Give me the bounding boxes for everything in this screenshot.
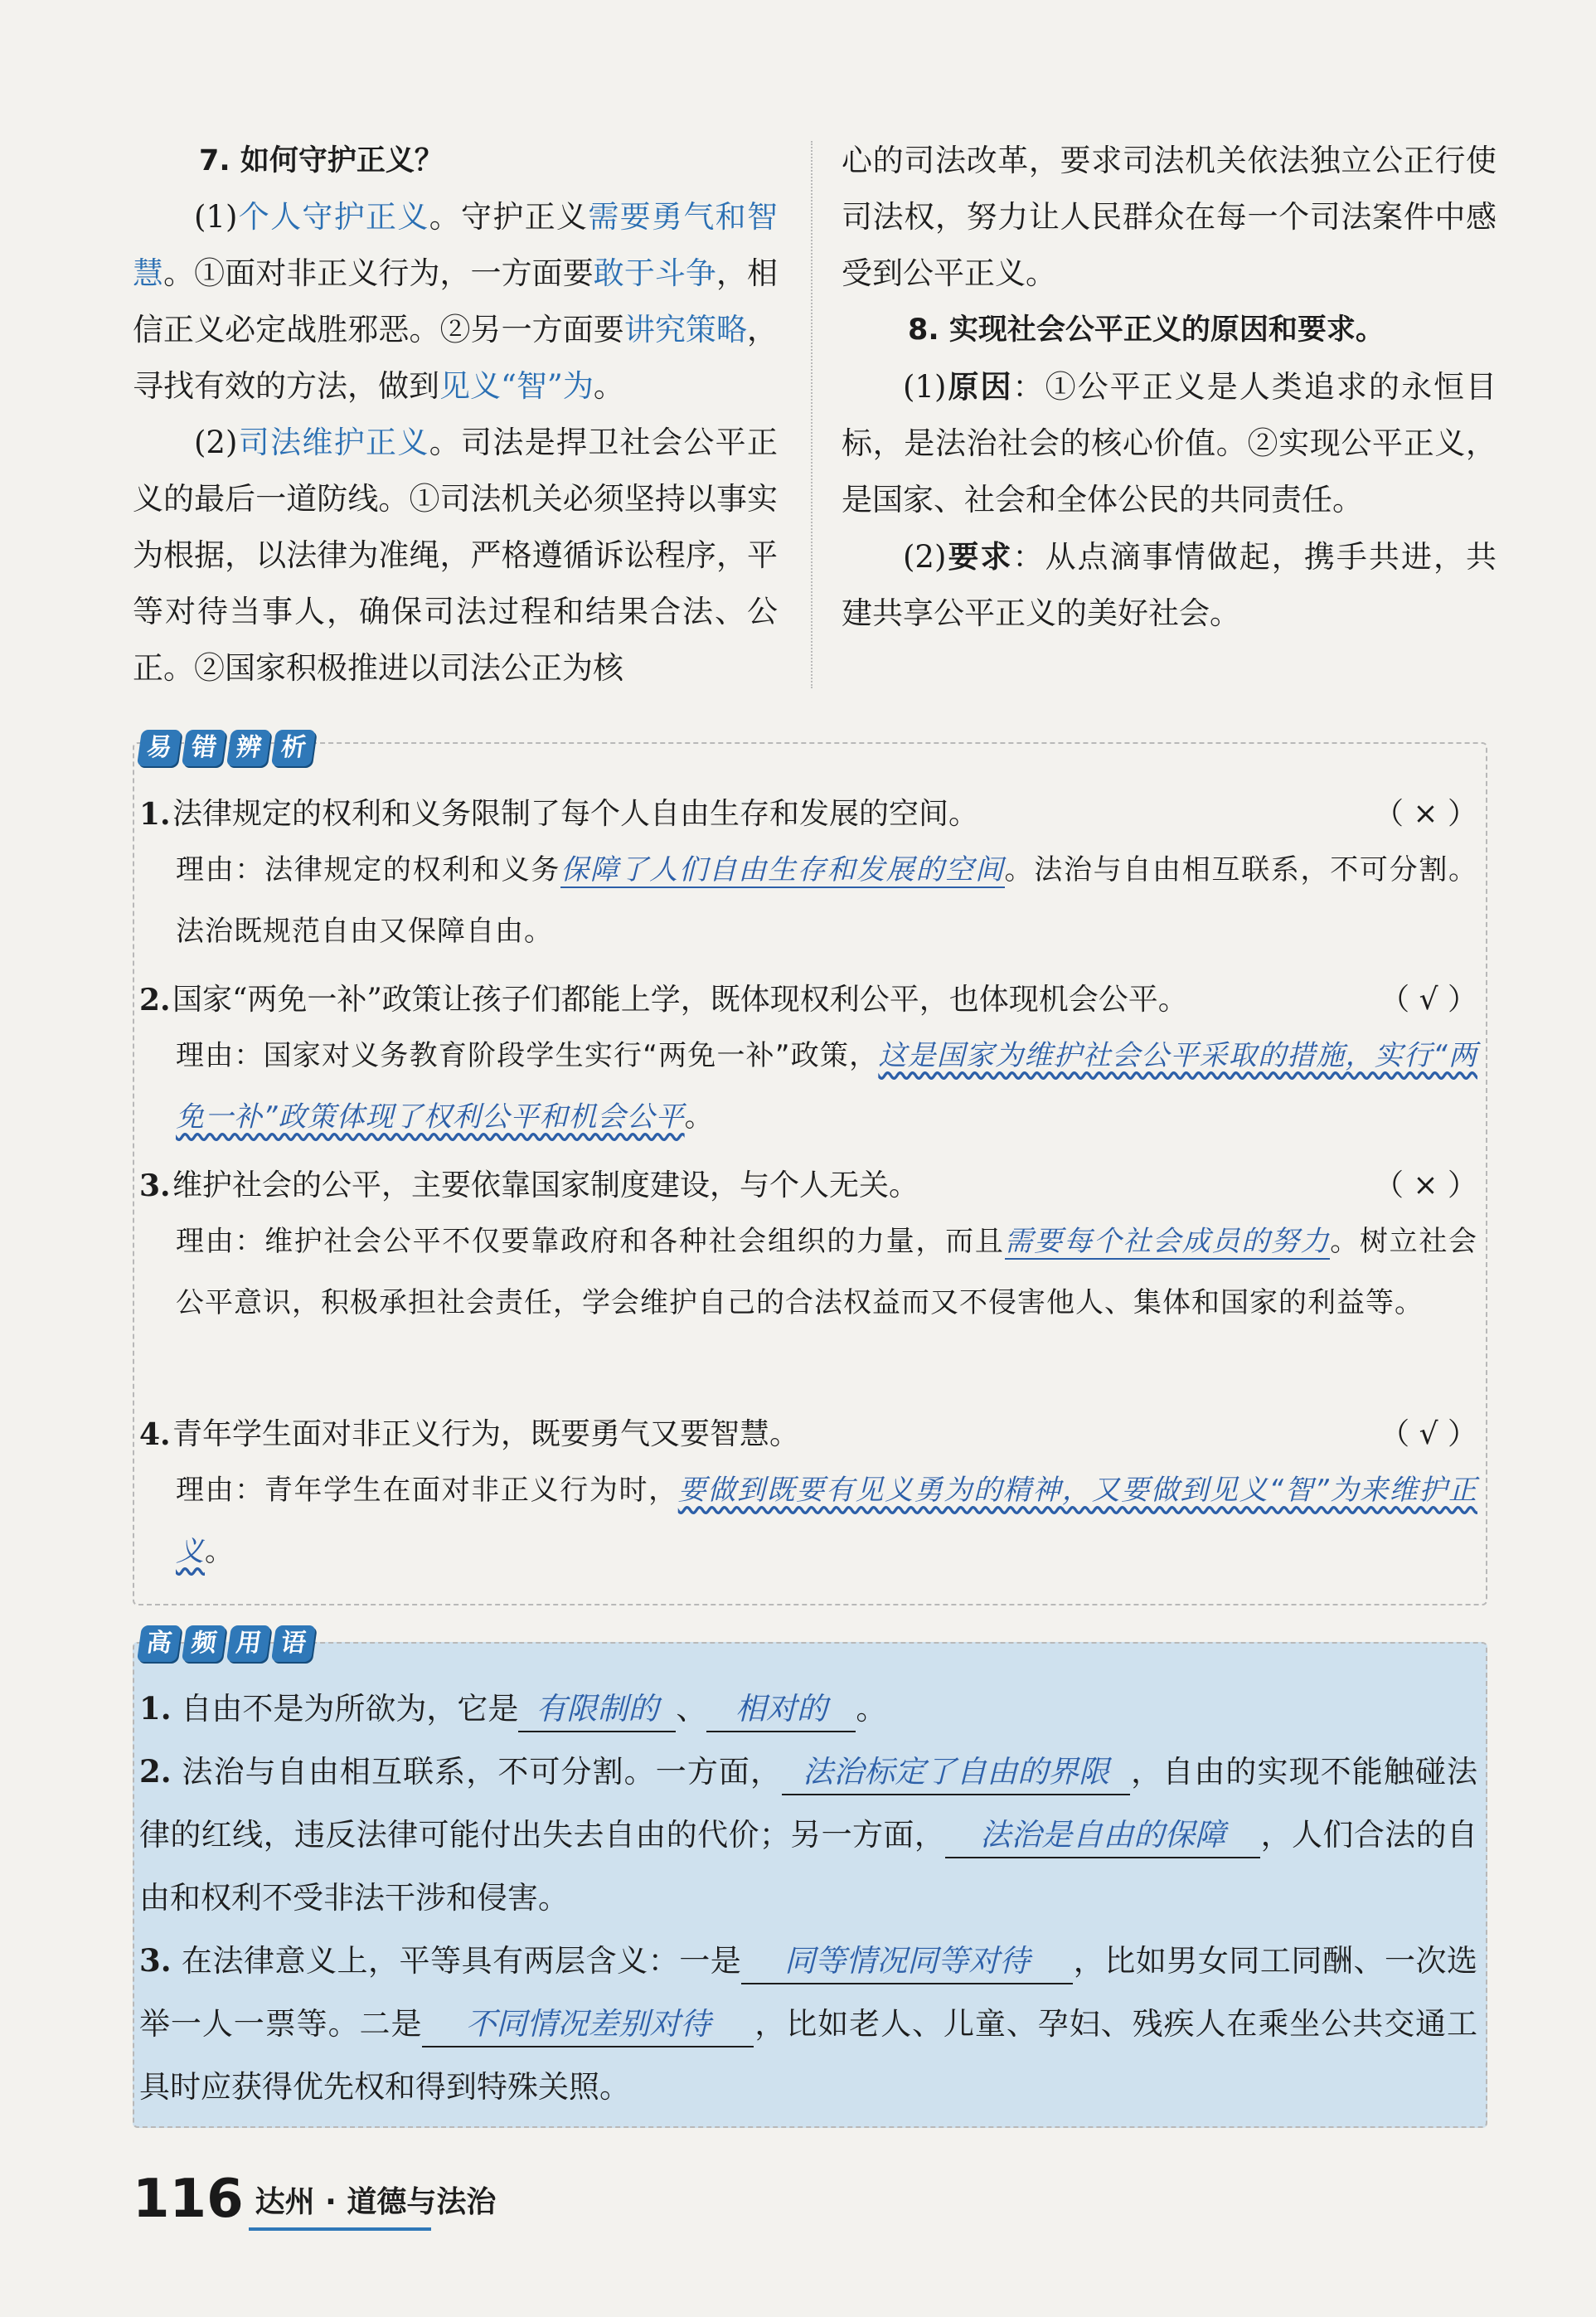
- q8-reason: (1)原因：①公平正义是人类追求的永恒目标，是法治社会的核心价值。②实现公平正义，是国家、社会和全体公民的共同责任。: [842, 368, 1497, 517]
- q7-part1: (1)个人守护正义。守护正义需要勇气和智慧。①面对非正义行为，一方面要敢于斗争，相信正义必定战胜邪恶。②另一方面要讲究策略，寻找有效的方法，做到见义“智”为。: [133, 199, 779, 404]
- footer-underline: [249, 2227, 431, 2231]
- error-item-3: 3. 维护社会的公平，主要依靠国家制度建设，与个人无关。 （ × ） 理由：维护社会公平不仅要靠政府和各种社会组织的力量，而且需要每个社会成员的努力。树立社会公平意识，积极承担社会责任，学会维护自己的合法权益而又不侵害他人、集体和国家的利益等。: [139, 1161, 1477, 1333]
- q7-part2: (2)司法维护正义。司法是捍卫社会公平正义的最后一道防线。①司法机关必须坚持以事实为根据，以法律为准绳，严格遵循诉讼程序，平等对待当事人，确保司法过程和结果合法、公正。②国家积极推进以司法公正为核: [133, 425, 778, 686]
- error-analysis-tag: 易 错 辨 析: [139, 730, 313, 766]
- q7-title: 7. 如何守护正义？: [199, 144, 444, 177]
- answer-mark: （ √ ）: [1380, 983, 1477, 1017]
- answer-mark: （ × ）: [1373, 797, 1477, 831]
- right-column: [842, 133, 1497, 642]
- key-phrases-tag: 高 频 用 语: [139, 1625, 313, 1662]
- q7-continuation: 心的司法改革，要求司法机关依法独立公正行使司法权，努力让人民群众在每一个司法案件中感受到公平正义。: [842, 143, 1497, 291]
- phrase-item-3: 3. 在法律意义上，平等具有两层含义：一是 同等情况同等对待 ，比如男女同工同酬、一次选举一人一票等。二是 不同情况差别对待 ，比如老人、儿童、孕妇、残疾人在乘坐公共交通工具时应获得优先权和得到特殊关照。: [139, 1929, 1477, 2119]
- page-number: 116: [133, 2169, 244, 2230]
- answer-mark: （ √ ）: [1380, 1417, 1477, 1451]
- error-item-1: 1. 法律规定的权利和义务限制了每个人自由生存和发展的空间。 （ × ） 理由：法律规定的权利和义务保障了人们自由生存和发展的空间。法治与自由相互联系，不可分割。法治既规范自由又保障自由。: [139, 789, 1477, 962]
- error-item-2: 2. 国家“两免一补”政策让孩子们都能上学，既体现权利公平，也体现机会公平。 （ √ ） 理由：国家对义务教育阶段学生实行“两免一补”政策，这是国家为维护社会公平采取的措施，实行“两免一补”政策体现了权利公平和机会公平。: [139, 975, 1477, 1148]
- q8-requirement: (2)要求：从点滴事情做起，携手共进，共建共享公平正义的美好社会。: [842, 538, 1497, 631]
- phrase-item-2: 2. 法治与自由相互联系，不可分割。一方面， 法治标定了自由的界限 ，自由的实现不能触碰法律的红线，违反法律可能付出失去自由的代价；另一方面， 法治是自由的保障 ，人们合法的自由和权利不受非法干涉和侵害。: [139, 1740, 1477, 1930]
- error-item-4: 4. 青年学生面对非正义行为，既要勇气又要智慧。 （ √ ） 理由：青年学生在面对非正义行为时，要做到既要有见义勇为的精神，又要做到见义“智”为来维护正义。: [139, 1410, 1477, 1582]
- answer-mark: （ × ）: [1373, 1168, 1477, 1202]
- q8-title: 8. 实现社会公平正义的原因和要求。: [908, 313, 1385, 347]
- page-footer: [133, 2169, 497, 2230]
- column-divider: [811, 141, 813, 688]
- left-column: [133, 133, 778, 697]
- phrase-item-1: 1. 自由不是为所欲为，它是 有限制的 、 相对的 。: [139, 1677, 1477, 1741]
- book-title: 达州 · 道德与法治: [255, 2185, 497, 2219]
